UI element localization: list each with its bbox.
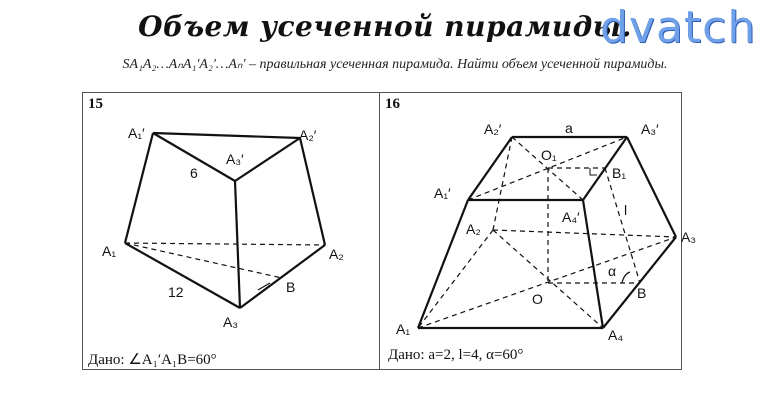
label-a3p: A₃′ — [226, 151, 244, 167]
edge-a1p-a1 — [125, 133, 153, 243]
problem-statement: SA₁A₂…AₙA₁′A₂′…Aₙ′ – правильная усеченная пирамида. Найти объем усеченной пирамиды. — [122, 57, 668, 72]
label-a1p-16: A₁′ — [434, 185, 451, 201]
angle-alpha-arc — [622, 272, 630, 283]
label-a: a — [565, 120, 573, 136]
label-edge-6: 6 — [190, 165, 198, 181]
label-o1: O₁ — [541, 147, 557, 163]
problem-15-number: 15 — [88, 96, 103, 112]
page-title: Объем усеченной пирамиды. — [138, 10, 632, 43]
hidden-edge-a2-a1 — [418, 230, 493, 328]
label-alpha: α — [608, 263, 617, 279]
problem-16-number: 16 — [385, 96, 400, 112]
label-l: l — [624, 202, 628, 218]
label-a2p-16: A₂′ — [484, 121, 502, 137]
edge-a3p-a2p — [235, 138, 300, 181]
label-a1p: A₁′ — [128, 125, 145, 141]
label-a4p-16: A₄′ — [562, 209, 580, 225]
label-a3: A₃ — [223, 314, 239, 330]
hidden-diagonal-a1-a3 — [418, 237, 676, 328]
label-a2-16: A₂ — [466, 221, 481, 237]
label-a3-16: A₃ — [681, 229, 697, 245]
label-a3p-16: A₃′ — [641, 121, 659, 137]
label-o: O — [532, 291, 543, 307]
edge-a1p-a2p — [153, 133, 300, 138]
label-b-16: B — [637, 285, 647, 301]
label-edge-12: 12 — [168, 284, 184, 300]
hidden-edge-a1-a2 — [125, 243, 325, 245]
problem-15-given: Дано: ∠A₁′A₁B=60° — [88, 352, 217, 368]
edge-a3-a2 — [240, 245, 325, 308]
right-angle-mark — [590, 168, 597, 175]
edge-a2p-a2 — [300, 138, 325, 245]
watermark-logo: dvatch — [600, 2, 757, 53]
edge-a1p-a1 — [418, 200, 468, 328]
hidden-edge-a2-a3 — [493, 230, 676, 237]
edge-a3p-a3 — [627, 137, 676, 237]
label-a1-16: A₁ — [396, 321, 411, 337]
problem-16-given: Дано: a=2, l=4, α=60° — [388, 347, 524, 363]
label-a4-16: A₄ — [608, 327, 624, 343]
label-a2p: A₂′ — [299, 127, 317, 143]
edge-a2p-a1p — [468, 137, 512, 200]
label-a1: A₁ — [102, 243, 117, 259]
label-b1: B₁ — [612, 165, 627, 181]
label-a2: A₂ — [329, 246, 344, 262]
hidden-edge-a1-b — [125, 243, 282, 278]
label-b: B — [286, 279, 296, 295]
